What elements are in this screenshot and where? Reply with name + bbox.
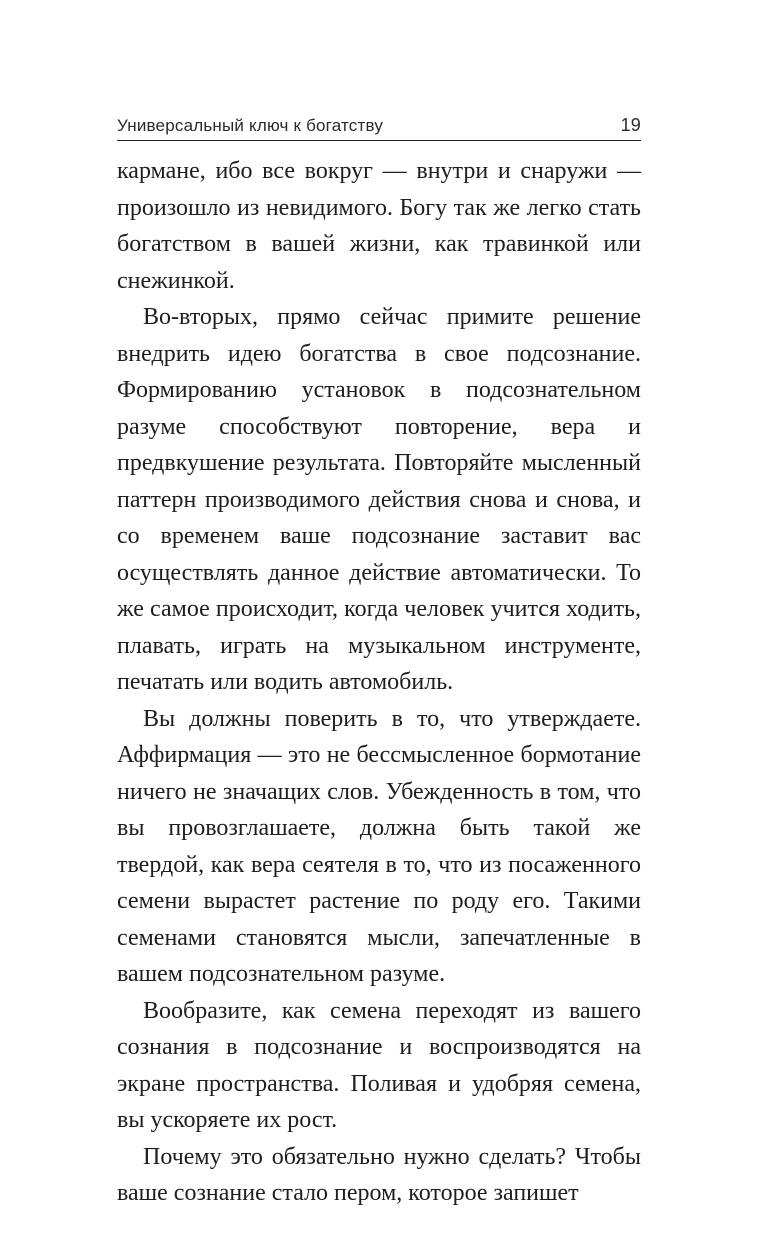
paragraph: Вы должны поверить в то, что утверждаете. Аффирмация — это не бессмысленное бормотание ничего не значащих слов. Убежденность в том, что вы провозглашаете, должна быть такой же твердой, как вера сеятеля в то, что из посаженного семени вырастет растение по роду его. Такими семенами становятся мысли, запечатленные в вашем подсознательном разуме. [117,705,641,987]
paragraph-continued: кармане, ибо все вокруг — внутри и снаружи — произошло из невидимого. Богу так же легко стать богатством в вашей жизни, как травинкой или снежинкой. [117,158,641,294]
book-title: Универсальный ключ к богатству [117,116,384,135]
page-number: 19 [620,115,641,135]
running-head [117,110,641,140]
page-body [117,153,641,1212]
paragraph: Вообразите, как семена переходят из вашего сознания в подсознание и воспроизводятся на экране пространства. Поливая и удобряя семена, вы ускоряете их рост. [117,997,641,1133]
header-rule [117,140,641,141]
paragraph: Почему это обязательно нужно сделать? Чтобы ваше сознание стало пером, которое запишет [117,1143,641,1206]
paragraph: Во-вторых, прямо сейчас примите решение внедрить идею богатства в свое подсознание. Формированию установок в подсознательном разуме способствуют повторение, вера и предвкушение результата. Повторяйте мысленный паттерн производимого действия снова и снова, и со временем ваше подсознание заставит вас осуществлять данное действие автоматически. То же самое происходит, когда человек учится ходить, плавать, играть на музыкальном инструменте, печатать или водить автомобиль. [117,304,641,695]
